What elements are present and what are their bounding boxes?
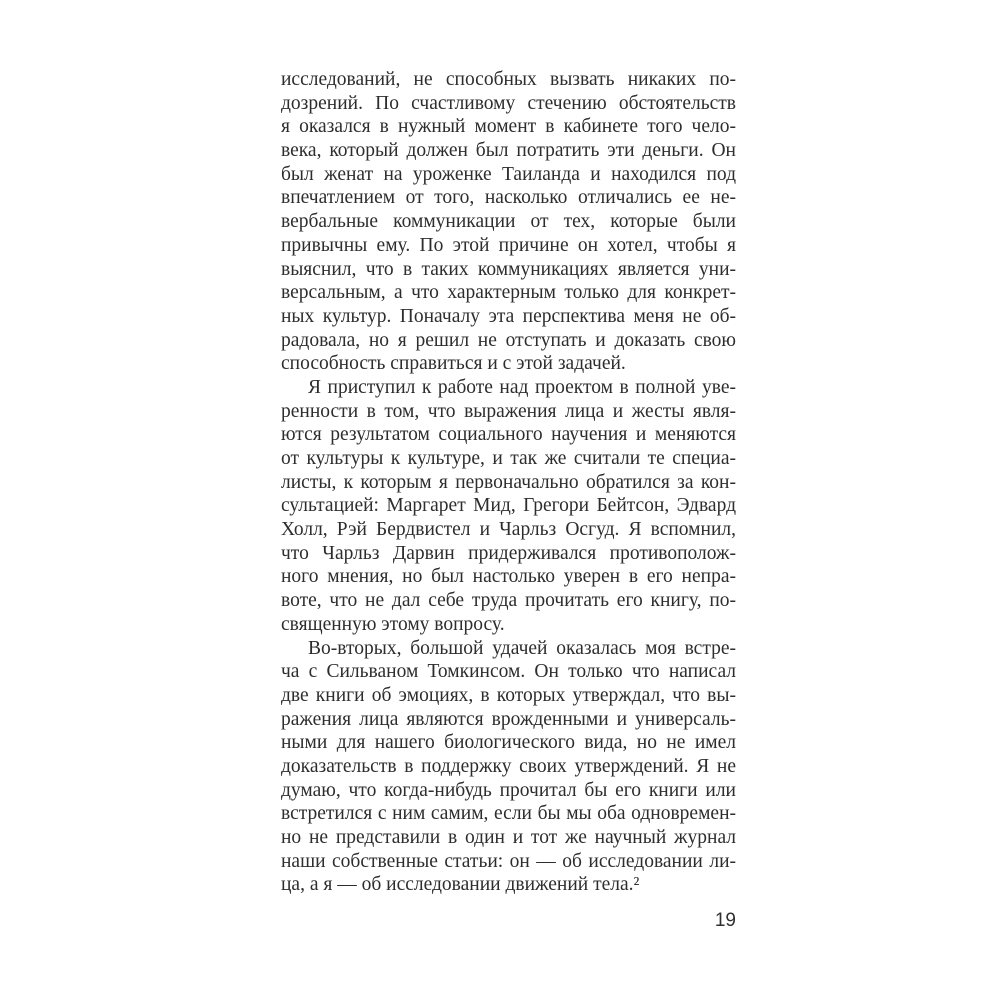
text-line: ными для нашего биологического вида, но не имел: [281, 732, 736, 754]
text-line: встретился с ним самим, если бы мы оба одновремен-: [281, 803, 736, 825]
text-line: Во-вторых, большой удачей оказалась моя встре-: [308, 637, 736, 659]
text-line: версальным, а что характерным только для конкрет-: [281, 282, 736, 304]
paragraph: [281, 637, 736, 898]
text-line: воте, что не дал себе труда прочитать его книгу, по-: [281, 590, 736, 612]
text-line: дозрений. По счастливому стечению обстоятельств: [281, 92, 736, 114]
paragraph: [281, 68, 736, 376]
text-line: сультацией: Маргарет Мид, Грегори Бейтсон, Эдвард: [281, 495, 736, 517]
text-line: думаю, что когда-нибудь прочитал бы его книги или: [281, 779, 736, 801]
text-line: Холл, Рэй Бердвистел и Чарльз Осгуд. Я вспомнил,: [281, 519, 736, 541]
text-line: листы, к которым я первоначально обратился за кон-: [281, 471, 736, 493]
text-line: ренности в том, что выражения лица и жесты явля-: [281, 400, 736, 422]
text-line: доказательств в поддержку своих утверждений. Я не: [281, 755, 736, 777]
paragraph: [281, 376, 736, 637]
text-line: ча с Сильваном Томкинсом. Он только что написал: [281, 661, 736, 683]
text-line: от культуры к культуре, и так же считали те специа-: [281, 448, 736, 469]
text-line: вербальные коммуникации от тех, которые были: [281, 211, 736, 233]
text-line: исследований, не способных вызвать никаких по-: [281, 69, 736, 90]
page-number: 19: [714, 910, 736, 931]
text-line: ются результатом социального научения и меняются: [281, 424, 736, 446]
text-line: ца, а я — об исследовании движений тела.²: [281, 874, 640, 896]
text-line: что Чарльз Дарвин придерживался противополож-: [281, 542, 736, 564]
text-line: ных культур. Поначалу эта перспектива меня не об-: [281, 305, 736, 327]
text-line: выяснил, что в таких коммуникациях является уни-: [281, 258, 736, 280]
text-line: был женат на уроженке Таиланда и находился под: [281, 163, 736, 185]
text-line: но не представили в один и тот же научный журнал: [281, 827, 736, 848]
text-line: ного мнения, но был настолько уверен в его непра-: [281, 566, 736, 588]
text-line: впечатлением от того, насколько отличались ее не-: [281, 187, 736, 209]
text-line: две книги об эмоциях, в которых утверждал, что вы-: [281, 684, 736, 706]
text-line: способность справиться и с этой задачей.: [281, 353, 626, 375]
text-line: священную этому вопросу.: [281, 613, 505, 635]
text-line: ражения лица являются врожденными и универсаль-: [281, 708, 736, 730]
text-line: Я приступил к работе над проектом в полной уве-: [308, 376, 736, 398]
text-line: наши собственные статьи: он — об исследовании ли-: [281, 850, 736, 872]
page-text-block: [281, 68, 736, 897]
text-line: века, который должен был потратить эти деньги. Он: [281, 140, 736, 162]
text-line: я оказался в нужный момент в кабинете того чело-: [281, 116, 736, 138]
text-line: привычны ему. По этой причине он хотел, чтобы я: [281, 234, 736, 256]
text-line: радовала, но я решил не отступать и доказать свою: [281, 329, 736, 351]
